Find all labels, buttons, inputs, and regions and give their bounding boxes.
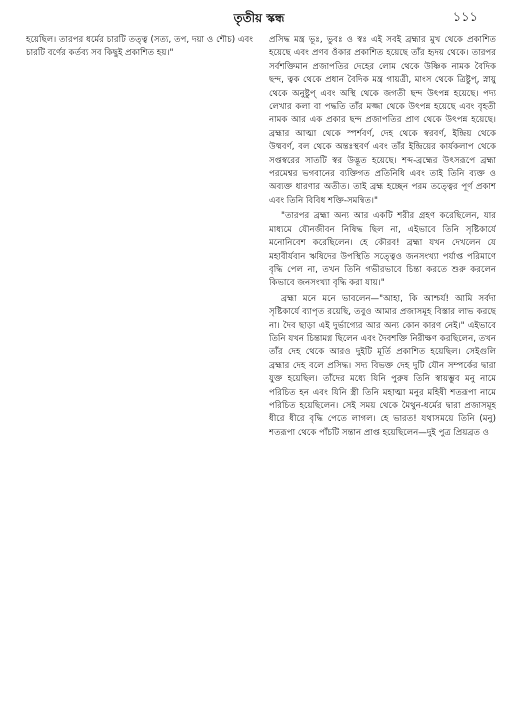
- paragraph: "তারপর ব্রহ্মা অন্য আর একটি শরীর গ্রহণ করেছিলেন, যার মাধ্যমে যৌনজীবন নিষিদ্ধ ছিল না, এইভাবে তিনি সৃষ্টিকার্যে মনোনিবেশ করেছিলেন। হে কৌরব! ব্রহ্মা যখন দেখলেন যে মহাবীর্যবান ঋষিদের উপস্থিতি সত্ত্বেও জনসংখ্যা পর্যাপ্ত পরিমাণে বৃদ্ধি পেল না, তখন তিনি গভীরভাবে চিন্তা করতে শুরু করলেন কিভাবে জনসংখ্যা বৃদ্ধি করা যায়।": [269, 211, 496, 289]
- paragraph: ব্রহ্মা মনে মনে ভাবলেন—"আহা, কি আশ্চর্য! আমি সর্বদা সৃষ্টিকার্যে ব্যাপৃত রয়েছি, তবুও আমার প্রজাসমূহ বিস্তার লাভ করছে না। দৈব ছাড়া এই দুর্ভাগ্যের আর অন্য কোন কারণ নেই।" এইভাবে তিনি যখন চিন্তামগ্ন ছিলেন এবং দৈবশক্তি নিরীক্ষণ করছিলেন, তখন তাঁর দেহ থেকে আরও দুইটি মূর্তি প্রকাশিত হয়েছিল। সেইগুলি ব্রহ্মার দেহ বলে প্রসিদ্ধ। সদ্য বিভক্ত দেহ দুটি যৌন সম্পর্কের দ্বারা যুক্ত হয়েছিল। তাঁদের মধ্যে যিনি পুরুষ তিনি স্বায়ম্ভুব মনু নামে পরিচিত হন এবং যিনি স্ত্রী তিনি মহাত্মা মনুর মহিষী শতরূপা নামে পরিচিত হয়েছিলেন। সেই সময় থেকে মৈথুন-ধর্মের দ্বারা প্রজাসমূহ ধীরে ধীরে বৃদ্ধি পেতে লাগল। হে ভারত! যথাসময়ে তিনি (মনু) শতরূপা থেকে পাঁচটি সন্তান প্রাপ্ত হয়েছিলেন—দুই পুত্র প্রিয়ব্রত ও: [269, 293, 496, 438]
- page-header: [0, 6, 518, 32]
- text-columns: [26, 34, 496, 692]
- paragraph: হয়েছিল। তারপর ধর্মের চারটি তত্ত্ব (সত্য, তপ, দয়া ও শৌচ) এবং চারটি বর্ণের কর্তব্য সব কিছুই প্রকাশিত হয়।": [26, 35, 253, 59]
- left-column: [26, 34, 253, 692]
- paragraph: প্রসিদ্ধ মন্ত্র ভূঃ, ভুবঃ ও স্বঃ এই সবই ব্রহ্মার মুখ থেকে প্রকাশিত হয়েছে এবং প্রণব ওঁকার প্রকাশিত হয়েছে তাঁর হৃদয় থেকে। তারপর সর্বশক্তিমান প্রজাপতির দেহের লোম থেকে উষ্ণিক নামক বৈদিক ছন্দ, ত্বক থেকে প্রধান বৈদিক মন্ত্র গায়ত্রী, মাংস থেকে ত্রিষ্টুপ্, স্নায়ু থেকে অনুষ্টুপ্ এবং অস্থি থেকে জগতী ছন্দ উৎপন্ন হয়েছে। পদ্য লেখার কলা বা পদ্ধতি তাঁর মজ্জা থেকে উৎপন্ন হয়েছে এবং বৃহতী নামক আর এক প্রকার ছন্দ প্রজাপতির প্রাণ থেকে উৎপন্ন হয়েছে। ব্রহ্মার আত্মা থেকে স্পর্শবর্ণ, দেহ থেকে স্বরবর্ণ, ইন্দ্রিয় থেকে উষ্মবর্ণ, বল থেকে অন্তঃস্থবর্ণ এবং তাঁর ইন্দ্রিয়ের কার্যকলাপ থেকে সপ্তস্বরের সাতটি স্বর উদ্ভূত হয়েছে। শব্দ-ব্রহ্মের উৎসরূপে ব্রহ্মা পরমেশ্বর ভগবানের ব্যক্তিগত প্রতিনিধি এবং তাই তিনি ব্যক্ত ও অব্যক্ত ধারণার অতীত। তাই ব্রহ্ম হচ্ছেন পরম তত্ত্বের পূর্ণ প্রকাশ এবং তিনি বিবিধ শক্তি-সমন্বিত।": [269, 35, 496, 206]
- running-title: তৃতীয় স্কন্ধ: [233, 11, 285, 25]
- page-number: ১১১: [452, 10, 478, 25]
- right-column: [269, 34, 496, 692]
